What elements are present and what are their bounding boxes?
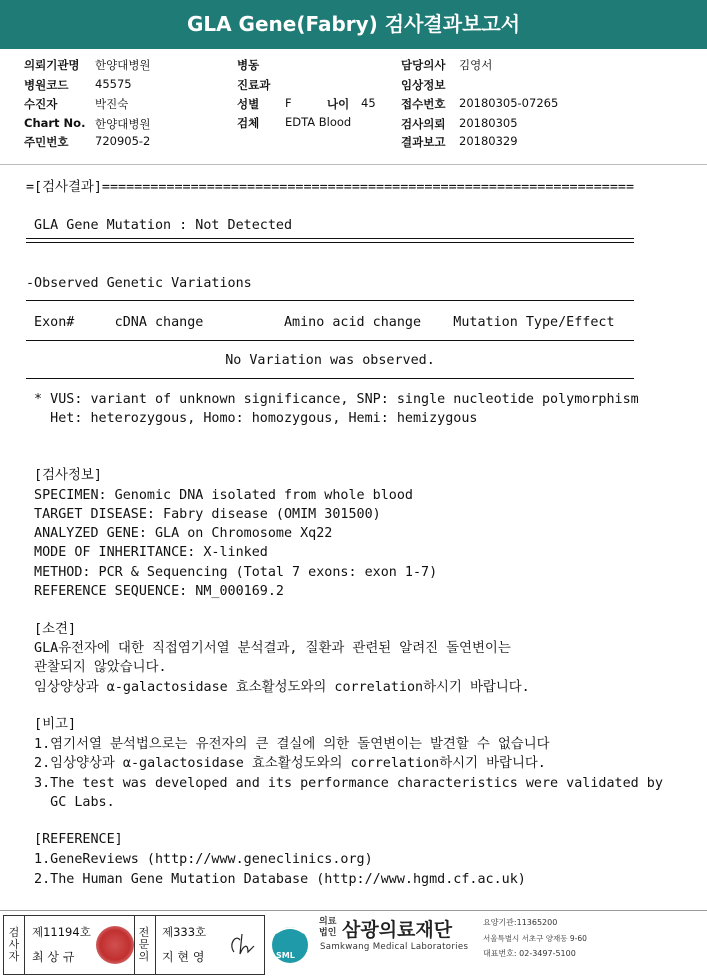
reference-line: 2.The Human Gene Mutation Database (http://www.hgmd.cf.ac.uk): [26, 872, 526, 887]
patient-header: [0, 49, 707, 165]
header-value: 20180305-07265: [459, 96, 559, 110]
header-label: 담당의사: [401, 58, 446, 72]
remark-line: 3.The test was developed and its performance characteristics were validated by: [26, 776, 663, 791]
signer-name: 지 현 영: [162, 950, 205, 964]
org-english-name: Samkwang Medical Laboratories: [320, 942, 469, 952]
opinion-line: GLA유전자에 대한 직접염기서열 분석결과, 질환과 관련된 알려진 돌연변이는: [26, 641, 511, 656]
divider: [26, 378, 634, 379]
header-label: 진료과: [237, 78, 271, 92]
header-value: 한양대병원: [95, 58, 151, 72]
org-info: 요양기관:11365200: [483, 918, 558, 927]
opinion-line: 관찰되지 않았습니다.: [26, 660, 167, 675]
header-value: 박진숙: [95, 97, 129, 111]
variation-table-columns: Exon# cDNA change Amino acid change Mutation Type/Effect: [26, 315, 615, 330]
header-value: 720905-2: [95, 134, 151, 148]
header-label: 검사의뢰: [401, 117, 446, 131]
header-value: 20180329: [459, 134, 518, 148]
header-label: 성별: [237, 97, 260, 111]
header-value: EDTA Blood: [285, 115, 352, 129]
info-line: ANALYZED GENE: GLA on Chromosome Xq22: [26, 526, 333, 541]
info-line: REFERENCE SEQUENCE: NM_000169.2: [26, 584, 284, 599]
footnote: * VUS: variant of unknown significance, SNP: single nucleotide polymorphism: [26, 392, 639, 407]
header-label: 접수번호: [401, 97, 446, 111]
signature-icon: [226, 930, 258, 960]
vertical-label-char: 전: [138, 926, 150, 939]
license-number: 제333호: [162, 925, 207, 939]
org-info: 대표번호: 02-3497-5100: [483, 949, 576, 958]
info-line: METHOD: PCR & Sequencing (Total 7 exons: exon 1-7): [26, 565, 438, 580]
org-prefix: 법인: [319, 928, 337, 938]
header-label: 결과보고: [401, 135, 446, 149]
divider: [26, 340, 634, 341]
logo-text: SML: [276, 951, 295, 960]
mutation-result: GLA Gene Mutation : Not Detected: [26, 218, 293, 233]
vertical-label-char: 검: [8, 926, 20, 939]
result-section-header: =[검사결과]==================================================================: [26, 180, 635, 195]
header-value: F: [285, 96, 292, 110]
vertical-label-char: 의: [138, 950, 150, 963]
info-line: MODE OF INHERITANCE: X-linked: [26, 545, 268, 560]
signature-box: [3, 915, 265, 975]
header-label: 수진자: [24, 97, 58, 111]
remark-line: 2.임상양상과 α-galactosidase 효소활성도와의 correlation하시기 바랍니다.: [26, 756, 546, 771]
org-prefix: 의료: [319, 917, 337, 927]
seal-stamp-icon: [96, 926, 134, 964]
footnote: Het: heterozygous, Homo: homozygous, Hemi: hemizygous: [26, 411, 478, 426]
org-name: 삼광의료재단: [342, 919, 453, 941]
info-section-title: [검사정보]: [26, 468, 102, 483]
header-label: 나이: [327, 97, 350, 111]
header-value: 김영서: [459, 58, 493, 72]
remark-section-title: [비고]: [26, 717, 77, 732]
header-label: 주민번호: [24, 135, 69, 149]
header-label: 임상정보: [401, 78, 446, 92]
opinion-section-title: [소견]: [26, 622, 77, 637]
header-value: 45575: [95, 77, 132, 91]
remark-line: 1.염기서열 분석법으로는 유전자의 큰 결실에 의한 돌연변이는 발견할 수 없습니다: [26, 737, 550, 752]
remark-line: GC Labs.: [26, 795, 115, 810]
header-label: 의뢰기관명: [24, 58, 80, 72]
reference-section-title: [REFERENCE]: [26, 832, 123, 847]
header-value: 한양대병원: [95, 117, 151, 131]
opinion-line: 임상양상과 α-galactosidase 효소활성도와의 correlation하시기 바랍니다.: [26, 680, 530, 695]
header-label: 병동: [237, 58, 260, 72]
footer: [0, 910, 707, 979]
double-divider: [26, 238, 634, 243]
header-label: 병원코드: [24, 78, 69, 92]
no-variation-row: No Variation was observed.: [225, 353, 435, 368]
info-line: SPECIMEN: Genomic DNA isolated from whole blood: [26, 488, 413, 503]
observed-variations-title: -Observed Genetic Variations: [26, 276, 252, 291]
header-value: 20180305: [459, 116, 518, 130]
vertical-label-char: 문: [138, 938, 150, 951]
sml-logo-icon: [268, 915, 316, 973]
vertical-label-char: 자: [8, 950, 20, 963]
reference-line: 1.GeneReviews (http://www.geneclinics.org): [26, 852, 373, 867]
header-label: Chart No.: [24, 116, 86, 130]
signer-name: 최 상 규: [32, 950, 75, 964]
report-title: GLA Gene(Fabry) 검사결과보고서: [0, 0, 707, 49]
vertical-label-char: 사: [8, 938, 20, 951]
header-value: 45: [361, 96, 376, 110]
divider: [26, 300, 634, 301]
info-line: TARGET DISEASE: Fabry disease (OMIM 301500): [26, 507, 381, 522]
license-number: 제11194호: [32, 925, 91, 939]
org-info: 서울특별시 서초구 양재동 9-60: [483, 934, 587, 943]
header-label: 검체: [237, 116, 260, 130]
